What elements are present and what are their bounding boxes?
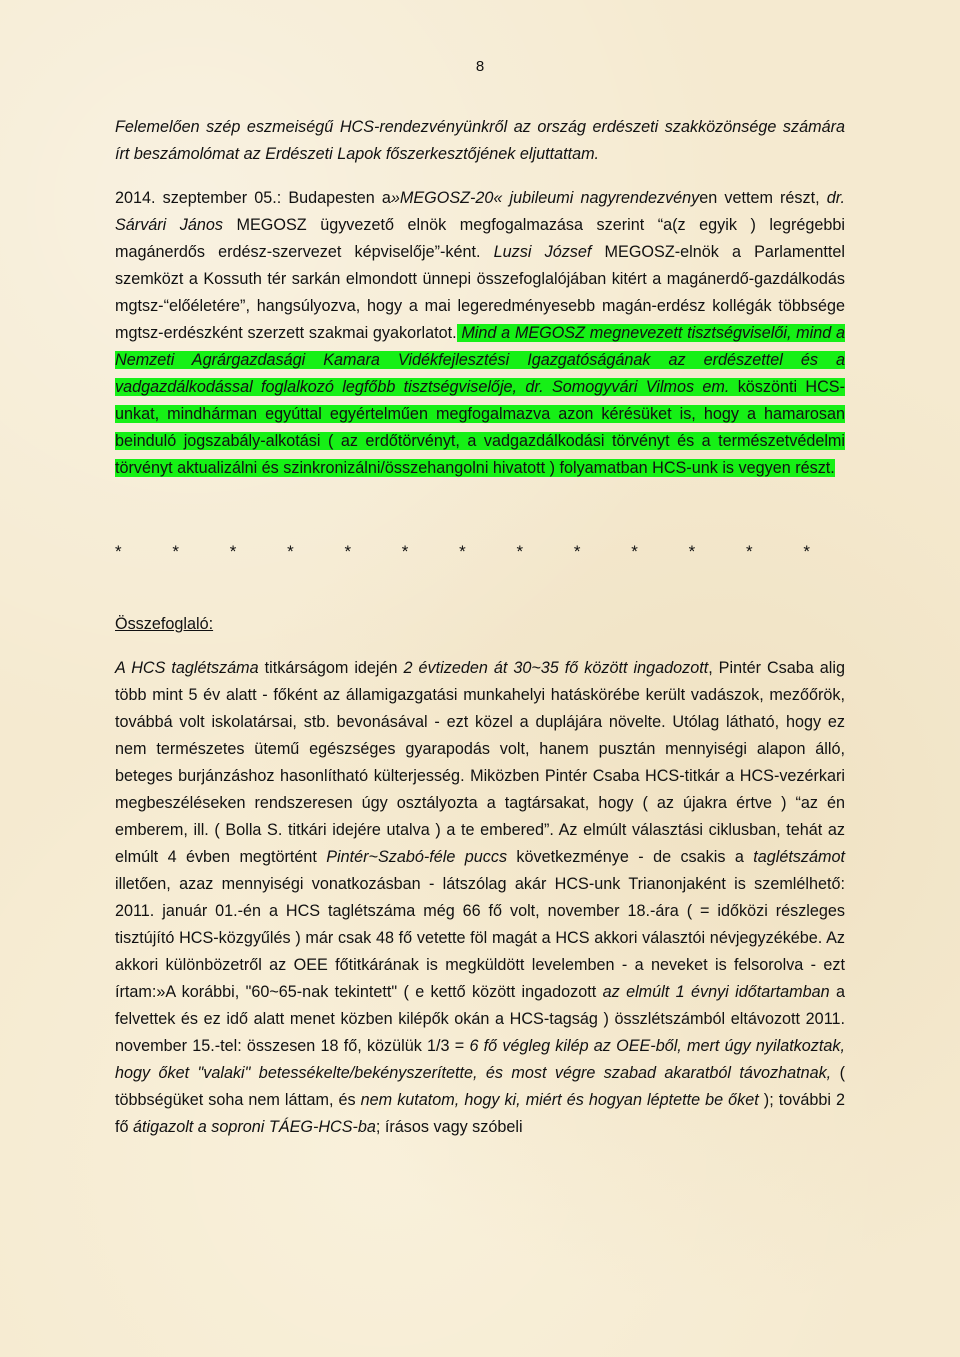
star: * xyxy=(229,542,237,561)
megosz-paragraph xyxy=(115,185,845,482)
summary-text: átigazolt a soproni TÁEG-HCS-ba xyxy=(133,1118,376,1136)
star: * xyxy=(401,542,409,561)
star: * xyxy=(688,542,696,561)
p2-highlight-1: Mind a MEGOSZ megnevezett tisztségviselői, mind a Nemzeti Agrárgazdasági Kamara Vidékfejlesztési Igazgatóságának az erdészettel és a vadgazdálkodással foglalkozó legfőbb tisztségviselője, dr. Somogyvári Vilmos em. xyxy=(115,324,845,396)
p2-person-sarvari: dr. Sárvári János xyxy=(115,189,845,234)
p2-text-1: 2014. szeptember 05.: Budapesten a xyxy=(115,189,391,207)
summary-paragraph xyxy=(115,655,845,1141)
summary-text: taglétszámot xyxy=(753,848,845,866)
summary-text: ( többségüket soha nem láttam, és xyxy=(115,1064,845,1109)
p2-text-4: MEGOSZ-elnök a Parlamenttel szemközt a Kossuth tér sarkán elmondott ünnepi összefoglalójában kitért a magánerdő-gazdálkodás mgtsz-“előéletére”, hangsúlyozva, hogy a mai legeredményesebb magán-erdész kollégák többsége mgtsz-erdészként szerzett szakmai gyakorlatot. xyxy=(115,243,845,342)
star: * xyxy=(803,542,810,561)
page-number: 8 xyxy=(475,58,485,75)
star: * xyxy=(287,542,294,561)
p2-text-3: MEGOSZ ügyvezető elnök megfogalmazása szerint “a(z egyik ) legrégebbi magánerdős erdész-szervezet képviselője”-ként. xyxy=(115,216,845,261)
summary-text: következménye - de csakis a xyxy=(507,848,754,866)
star: * xyxy=(745,542,753,561)
star-separator xyxy=(115,538,810,565)
p2-highlight-2: köszönti HCS-unkat, mindhárman egyúttal egyértelműen megfogalmazva azon kérésüket is, hogy a hamarosan beinduló jogszabály-alkotási ( az erdőtörvényt, a vadgazdálkodási törvényt és a természetvédelmi törvényt aktualizálni és szinkronizálni/összehangolni hivatott ) folyamatban HCS-unk is vegyen részt. xyxy=(115,378,845,477)
star: * xyxy=(631,542,638,561)
summary-text: A HCS taglétszáma xyxy=(115,659,259,677)
summary-text: ); további 2 fő xyxy=(115,1091,845,1136)
p2-text-2: en vettem részt, xyxy=(699,189,820,207)
star: * xyxy=(573,542,581,561)
summary-text: az elmúlt 1 évnyi időtartamban xyxy=(602,983,830,1001)
summary-heading xyxy=(115,611,845,638)
star: * xyxy=(344,542,352,561)
summary-text: nem kutatom, hogy ki, miért és hogyan léptette be őket xyxy=(360,1091,759,1109)
star: * xyxy=(459,542,466,561)
star: * xyxy=(516,542,524,561)
summary-text: illetően, azaz mennyiségi vonatkozásban - látszólag akár HCS-unk Trianonjaként is szemlélhető: 2011. január 01.-én a HCS taglétszáma még 66 fő volt, november 18.-ára ( = időközi részleges tisztújító HCS-közgyűlés ) már csak 48 fő vetette föl magát a HCS akkori választói névjegyzékébe. Az akkori különbözetről az OEE főtitkárának is megküldött levelemben - a neveket is felsorolva - ezt írtam:»A korábbi, "60~65-nak tekintett" ( e kettő között ingadozott xyxy=(115,875,845,1001)
intro-text: Felemelően szép eszmeiségű HCS-rendezvényünkről az ország erdészeti szakközönsége számára írt beszámolómat az Erdészeti Lapok főszerkesztőjének eljuttattam. xyxy=(115,118,845,163)
summary-text: 6 fő végleg kilép az OEE-ből, mert úgy nyilatkoztak, hogy őket "valaki" betessékelte/bekényszerítette, és most végre szabad akaratból távozhatnak, xyxy=(115,1037,845,1082)
intro-paragraph xyxy=(115,114,845,168)
document-body xyxy=(115,114,845,1141)
summary-text: Pintér~Szabó-féle puccs xyxy=(326,848,508,866)
p2-event-name: »MEGOSZ-20« jubileumi nagyrendezvény xyxy=(390,189,700,207)
summary-text: ; írásos vagy szóbeli xyxy=(375,1118,523,1136)
summary-heading-text: Összefoglaló: xyxy=(115,615,214,633)
summary-text: titkárságom idején xyxy=(258,659,404,677)
summary-text: a felvettek és ez idő alatt menet közben kilépők okán a HCS-tagság ) összlétszámból eltávozott 2011. november 15.-tel: összesen 18 fő, közülük 1/3 = xyxy=(115,983,845,1055)
star: * xyxy=(115,542,122,561)
p2-person-luzsi: Luzsi József xyxy=(480,243,592,261)
summary-text: 2 évtizeden át 30~35 fő között ingadozott xyxy=(403,659,709,677)
summary-text: , Pintér Csaba alig több mint 5 év alatt - főként az államigazgatási munkahelyi hatáskörébe került vadászok, mezőőrök, továbbá volt iskolatársai, stb. bevonásával - ezt közel a duplájára növelte. Utólag látható, hogy ez nem természetes ütemű egészséges gyarapodás volt, hanem pusztán mennyiségi alapon álló, beteges burjánzáshoz hasonlítható külterjesség. Miközben Pintér Csaba HCS-titkár a HCS-vezérkari megbeszéléseken rendszeresen úgy osztályozta a tagtársakat, hogy ( az újakra értve ) “az én emberem, ill. ( Bolla S. titkári idejére utalva ) a te embered”. Az elmúlt választási ciklusban, tehát az elmúlt 4 évben megtörtént xyxy=(115,659,845,866)
star: * xyxy=(172,542,179,561)
